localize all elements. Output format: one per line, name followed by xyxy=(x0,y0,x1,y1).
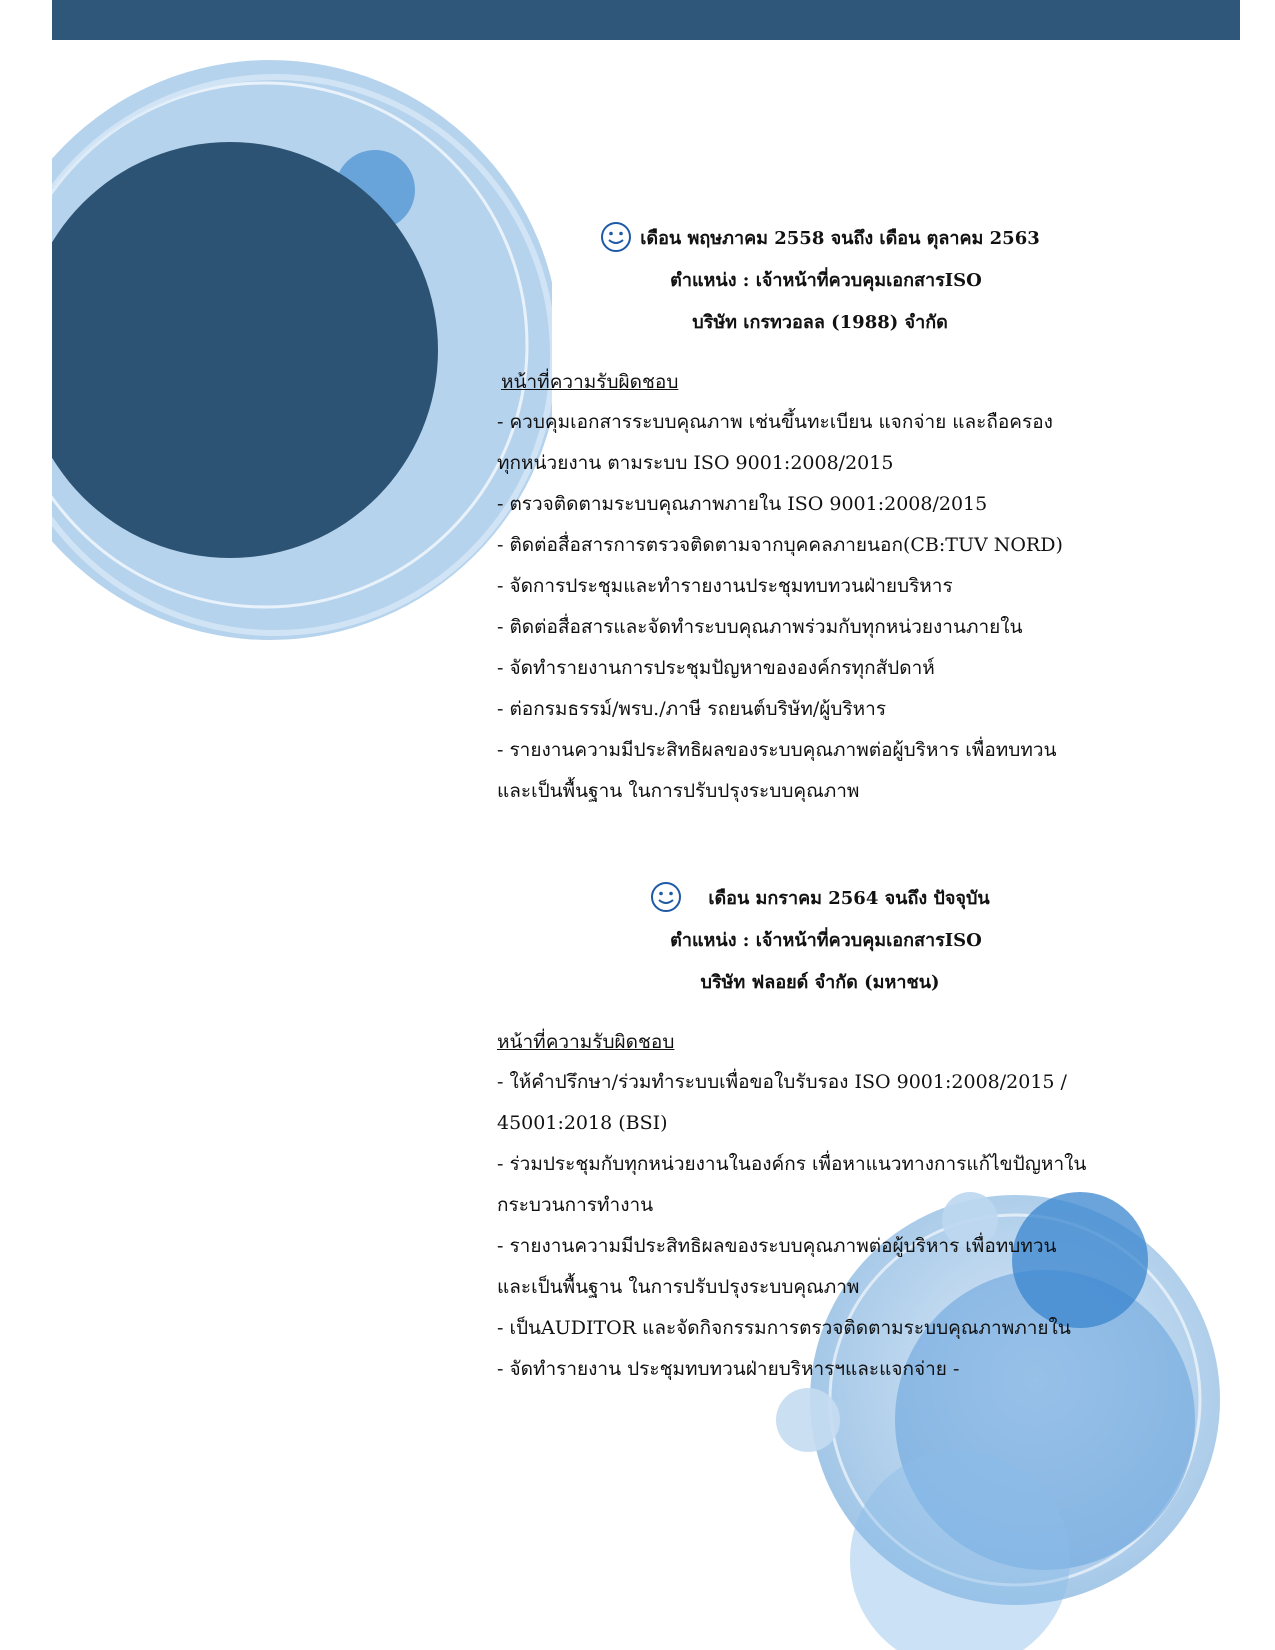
list-item: - เป็นAUDITOR และจัดกิจกรรมการตรวจติดตามระบบคุณภาพภายใน xyxy=(497,1317,1071,1339)
job2-period: เดือน มกราคม 2564 จนถึง ปัจจุบัน xyxy=(708,888,990,909)
job2-period-line xyxy=(500,878,1140,920)
job1-responsibilities xyxy=(497,362,1137,812)
job2-position: ตำแหน่ง : เจ้าหน้าที่ควบคุมเอกสารISO xyxy=(670,930,982,951)
job2-resp-title: หน้าที่ความรับผิดชอบ xyxy=(497,1031,675,1053)
job1-resp-title: หน้าที่ความรับผิดชอบ xyxy=(501,371,679,393)
list-item: - จัดทำรายงาน ประชุมทบทวนฝ่ายบริหารฯและแจกจ่าย - xyxy=(497,1358,960,1380)
job1-period: เดือน พฤษภาคม 2558 จนถึง เดือน ตุลาคม 2563 xyxy=(640,228,1040,249)
job1-position: ตำแหน่ง : เจ้าหน้าที่ควบคุมเอกสารISO xyxy=(670,270,982,291)
list-item: - ต่อกรมธรรม์/พรบ./ภาษี รถยนต์บริษัท/ผู้บริหาร xyxy=(497,698,887,720)
list-item: - จัดทำรายงานการประชุมปัญหาขององค์กรทุกสัปดาห์ xyxy=(497,657,935,679)
list-item: - รายงานความมีประสิทธิผลของระบบคุณภาพต่อผู้บริหาร เพื่อทบทวน xyxy=(497,1235,1057,1257)
job-section-1 xyxy=(500,218,1140,344)
job-section-2 xyxy=(500,878,1140,1004)
list-item: - รายงานความมีประสิทธิผลของระบบคุณภาพต่อผู้บริหาร เพื่อทบทวน xyxy=(497,739,1057,761)
list-item: - ติดต่อสื่อสารการตรวจติดตามจากบุคคลภายนอก(CB:TUV NORD) xyxy=(497,534,1063,556)
list-item: - ร่วมประชุมกับทุกหน่วยงานในองค์กร เพื่อหาแนวทางการแก้ไขปัญหาใน xyxy=(497,1153,1087,1175)
job2-company: บริษัท ฟลอยด์ จำกัด (มหาชน) xyxy=(700,972,940,993)
list-item: ทุกหน่วยงาน ตามระบบ ISO 9001:2008/2015 xyxy=(497,452,894,474)
smiley-icon xyxy=(600,221,632,253)
list-item: และเป็นพื้นฐาน ในการปรับปรุงระบบคุณภาพ xyxy=(497,780,860,802)
list-item: - ควบคุมเอกสารระบบคุณภาพ เช่นขึ้นทะเบียน แจกจ่าย และถือครอง xyxy=(497,411,1053,433)
left-circle-group xyxy=(0,60,560,640)
job2-responsibilities xyxy=(497,1022,1137,1390)
list-item: - ให้คำปรึกษา/ร่วมทำระบบเพื่อขอใบรับรอง ISO 9001:2008/2015 / xyxy=(497,1071,1067,1093)
list-item: - ติดต่อสื่อสารและจัดทำระบบคุณภาพร่วมกับทุกหน่วยงานภายใน xyxy=(497,616,1023,638)
job1-period-line xyxy=(500,218,1140,260)
list-item: - ตรวจติดตามระบบคุณภาพภายใน ISO 9001:2008/2015 xyxy=(497,493,988,515)
list-item: - จัดการประชุมและทำรายงานประชุมทบทวนฝ่ายบริหาร xyxy=(497,575,953,597)
smiley-icon xyxy=(650,881,682,913)
list-item: และเป็นพื้นฐาน ในการปรับปรุงระบบคุณภาพ xyxy=(497,1276,860,1298)
list-item: 45001:2018 (BSI) xyxy=(497,1112,668,1134)
list-item: กระบวนการทำงาน xyxy=(497,1194,654,1216)
job1-company: บริษัท เกรทวอลล (1988) จำกัด xyxy=(692,312,948,333)
